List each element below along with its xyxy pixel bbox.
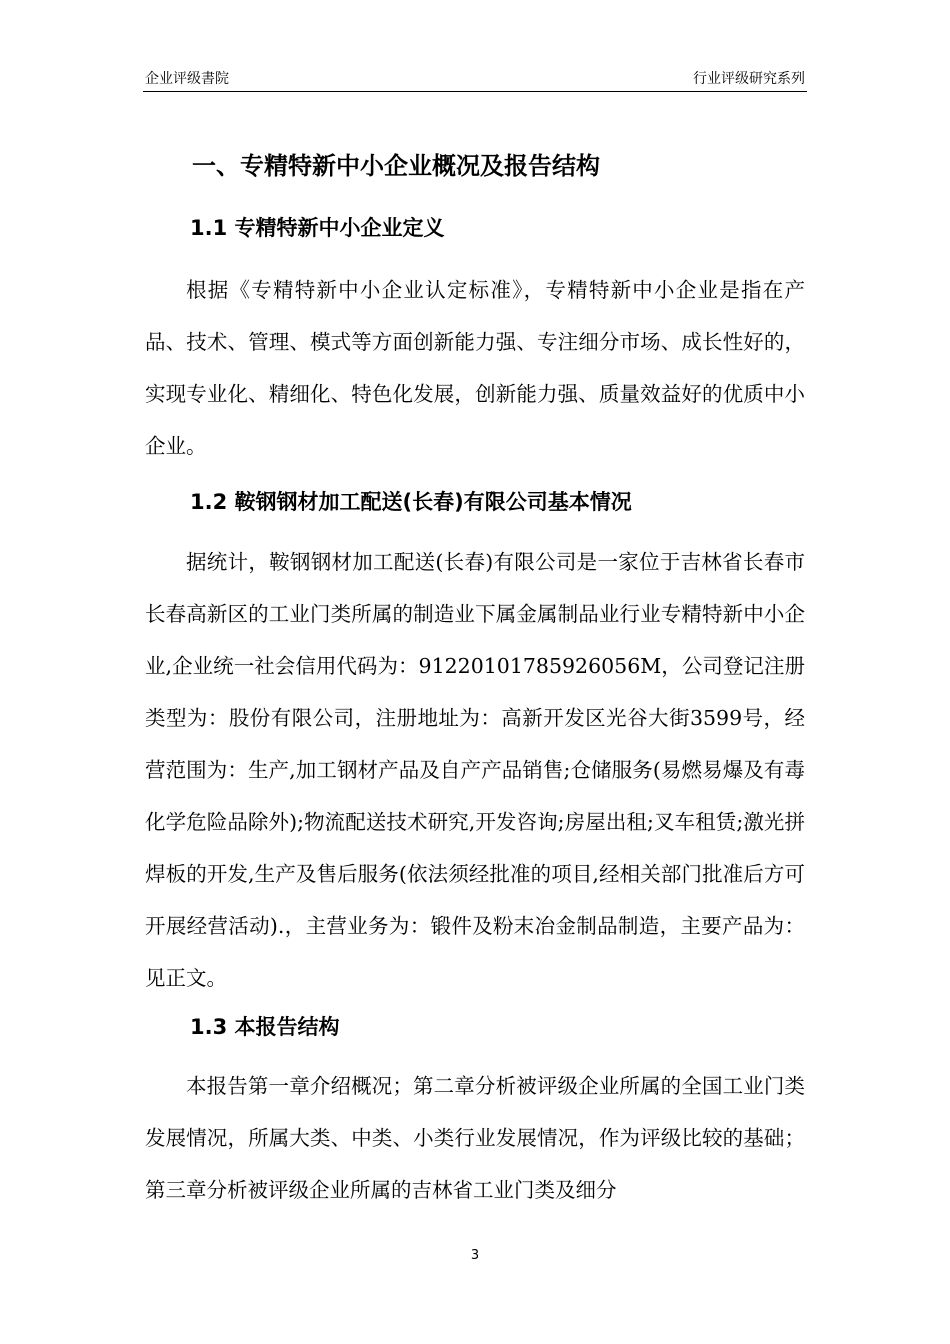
section-heading-1-1: 1.1 专精特新中小企业定义 <box>190 216 445 240</box>
section-paragraph-1-2: 据统计，鞍钢钢材加工配送(长春)有限公司是一家位于吉林省长春市长春高新区的工业门类所属的制造业下属金属制品业行业专精特新中小企业,企业统一社会信用代码为：91220101785926056M，公司登记注册类型为：股份有限公司，注册地址为：高新开发区光谷大街3599号，经营范围为：生产,加工钢材产品及自产产品销售;仓储服务(易燃易爆及有毒化学危险品除外);物流配送技术研究,开发咨询;房屋出租;叉车租赁;激光拼焊板的开发,生产及售后服务(依法须经批准的项目,经相关部门批准后方可开展经营活动).，主营业务为：锻件及粉末冶金制品制造，主要产品为：见正文。 <box>145 550 805 990</box>
header-left-text: 企业评级書院 <box>145 71 229 87</box>
section-paragraph-1-1: 根据《专精特新中小企业认定标准》，专精特新中小企业是指在产品、技术、管理、模式等方面创新能力强、专注细分市场、成长性好的，实现专业化、精细化、特色化发展，创新能力强、质量效益好的优质中小企业。 <box>145 278 805 458</box>
page-number: 3 <box>470 1248 480 1263</box>
section-heading-1-3: 1.3 本报告结构 <box>190 1015 340 1039</box>
chapter-title: 一、专精特新中小企业概况及报告结构 <box>192 152 600 180</box>
header-right-text: 行业评级研究系列 <box>693 71 805 87</box>
header-divider <box>143 91 807 92</box>
section-heading-1-2: 1.2 鞍钢钢材加工配送(长春)有限公司基本情况 <box>190 490 632 514</box>
section-paragraph-1-3: 本报告第一章介绍概况；第二章分析被评级企业所属的全国工业门类发展情况，所属大类、中类、小类行业发展情况，作为评级比较的基础；第三章分析被评级企业所属的吉林省工业门类及细分 <box>145 1074 805 1202</box>
